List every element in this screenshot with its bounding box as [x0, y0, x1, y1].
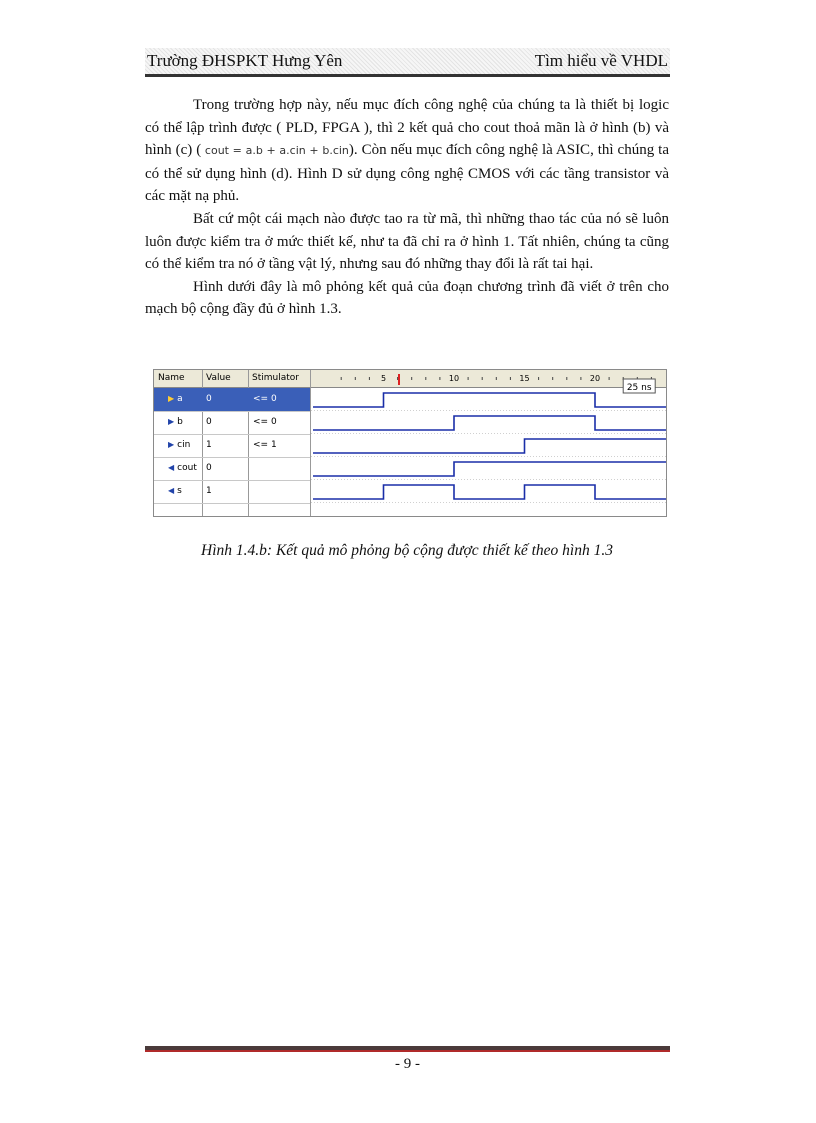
signal-value: 0 — [206, 417, 212, 427]
footer-rule — [145, 1046, 670, 1052]
page-header — [145, 48, 670, 77]
signal-value: 1 — [206, 440, 212, 450]
stimulator-column-header[interactable]: Stimulator — [252, 373, 299, 383]
signal-stimulator: <= 1 — [253, 440, 277, 450]
signal-value: 1 — [206, 486, 212, 496]
waveform-b — [313, 416, 666, 430]
signal-name: ▶ cin — [168, 440, 191, 450]
signal-stimulator: <= 0 — [253, 417, 277, 427]
body-text — [145, 94, 669, 321]
waveform-cout — [313, 462, 666, 476]
header-topic: Tìm hiểu về VHDL — [534, 51, 668, 70]
ruler-label: 20 — [589, 374, 601, 383]
ruler-label: 15 — [519, 374, 530, 383]
page-number: - 9 - — [395, 1056, 420, 1072]
input-arrow-icon: ▶ — [168, 394, 175, 403]
signal-row-s[interactable] — [154, 480, 310, 504]
timeline-ruler — [311, 370, 666, 387]
signal-row-cout[interactable] — [154, 457, 310, 481]
output-arrow-icon: ◀ — [168, 463, 175, 472]
input-arrow-icon: ▶ — [168, 417, 175, 426]
cursor-time-label: 25 ns — [626, 383, 652, 393]
signal-value: 0 — [206, 394, 212, 404]
signal-stimulator: <= 0 — [253, 394, 277, 404]
paragraph-1-end: ). Còn nếu mục đích công nghệ là ASIC, thì chúng ta có thể sử dụng hình (d). Hình D sử dụng công nghệ CMOS với các tầng transistor và các mặt nạ phủ. — [145, 142, 669, 205]
paragraph-2: Bất cứ một cái mạch nào được tao ra từ mã, thì những thao tác của nó sẽ luôn luôn được kiểm tra ở mức thiết kế, như ta đã chỉ ra ở hình 1. Tất nhiên, chúng ta cũng có thể kiểm tra nó ở tầng vật lý, nhưng sau đó những thay đổi là rất tai hại. — [145, 210, 669, 273]
simulation-waveform-window — [153, 369, 667, 517]
signal-name: ▶ b — [168, 417, 183, 427]
paragraph-1-start: Trong trường hợp này, nếu mục đích công nghệ của chúng ta là thiết bị logic có thể lập trình được ( PLD, FPGA ), thì 2 kết quả cho cout thoả mãn là ở hình (b) và hình (c) ( — [145, 97, 669, 159]
signal-name: ◀ cout — [168, 463, 197, 473]
paragraph-1 — [145, 94, 669, 208]
signal-row-cin[interactable] — [154, 434, 310, 458]
header-school: Trường ĐHSPKT Hưng Yên — [147, 51, 343, 70]
ruler-label: 5 — [380, 374, 387, 383]
waveform-cin — [313, 439, 666, 453]
waveform-plot — [311, 370, 666, 516]
waveform-a — [313, 393, 666, 407]
cout-formula: cout = a.b + a.cin + b.cin — [201, 144, 349, 158]
output-arrow-icon: ◀ — [168, 486, 175, 495]
figure-caption: Hình 1.4.b: Kết quả mô phỏng bộ cộng được thiết kế theo hình 1.3 — [201, 542, 613, 559]
signal-name: ◀ s — [168, 486, 182, 496]
signal-value: 0 — [206, 463, 212, 473]
value-column-header[interactable]: Value — [206, 373, 231, 383]
signal-row-a[interactable] — [154, 388, 310, 412]
paragraph-3: Hình dưới đây là mô phỏng kết quả của đoạn chương trình đã viết ở trên cho mạch bộ cộng đầy đủ ở hình 1.3. — [145, 278, 669, 318]
signal-name: ▶ a — [168, 394, 183, 404]
signal-row-b[interactable] — [154, 411, 310, 435]
ruler-label: 10 — [448, 374, 460, 383]
waveform-s — [313, 485, 666, 499]
name-column-header[interactable]: Name — [158, 373, 185, 383]
input-arrow-icon: ▶ — [168, 440, 175, 449]
